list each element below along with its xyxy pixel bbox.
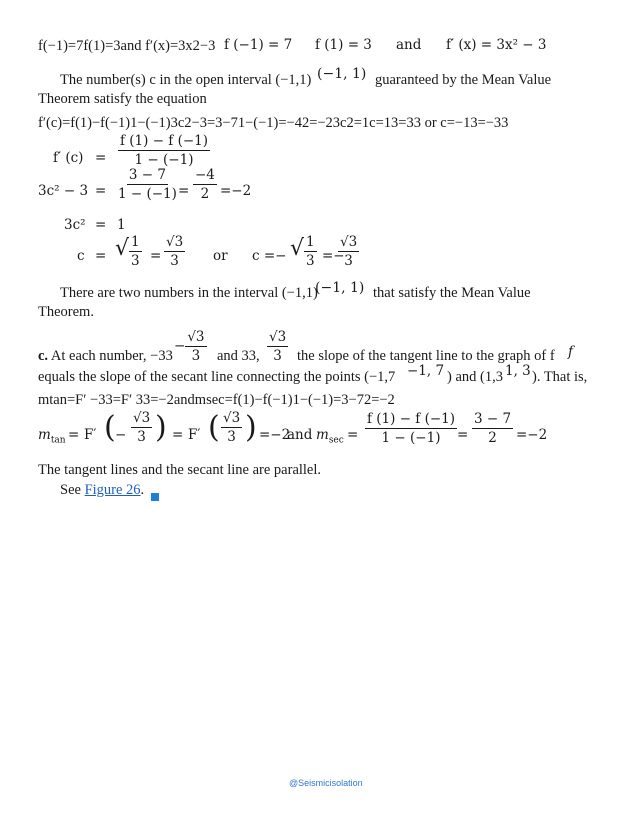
eq1-lhs: f′ (c) xyxy=(53,150,84,166)
line-1-math-c: f′ (x) = 3x² − 3 xyxy=(446,37,547,53)
eq3-rhs: 1 xyxy=(117,217,126,233)
eq4-equals: = xyxy=(95,248,107,264)
msec-symbol: $m_{sec}$ xyxy=(316,427,344,446)
line-1-math-a: f (−1) = 7 xyxy=(224,37,293,53)
eq4-sqrt-fraction: √ $\frac{1}{3}$ xyxy=(115,234,140,269)
fprime-2-arg: $\frac{√3}{3}$ xyxy=(223,410,241,445)
mtan-symbol: $m_{tan}$ xyxy=(38,427,66,446)
part-c-slope-text: the slope of the tangent line to the graph of f xyxy=(297,348,555,364)
line-1-and: and xyxy=(396,37,422,53)
two-numbers-line-1: There are two numbers in the interval (−1,1) xyxy=(60,285,318,301)
msec-equals-2: = xyxy=(457,427,469,443)
plain-equation-line: f′(c)=f(1)−f(−1)1−(−1)3c2−3=3−71−(−1)=−42=−23c2=1c=13=33 or c=−13=−33 xyxy=(38,115,509,131)
end-of-solution-marker xyxy=(151,488,159,506)
eq4-or: or xyxy=(213,248,228,264)
two-numbers-tail: that satisfy the Mean Value xyxy=(373,285,531,301)
eq4-neg-fraction-root3: $\frac{√3}{3}$ xyxy=(340,234,358,269)
part-c-line-2: equals the slope of the secant line connecting the points (−1,7 xyxy=(38,369,396,385)
mvt-paragraph-line-1: The number(s) c in the open interval (−1,1) xyxy=(60,72,312,88)
mtan-equals: = xyxy=(68,427,80,443)
two-numbers-line-2: Theorem. xyxy=(38,304,94,320)
eq3-equals: = xyxy=(95,217,107,233)
line-1-plain: f(−1)=7f(1)=3and f′(x)=3x2−3 xyxy=(38,38,216,54)
part-c-root3-frac: $\frac{√3}{3}$ xyxy=(269,329,287,364)
result-2: =−2 xyxy=(516,427,548,443)
figure-26-link[interactable]: Figure 26 xyxy=(84,482,141,498)
eq2-equals-b: = xyxy=(178,183,190,199)
and-word: and xyxy=(287,427,313,443)
neg-sign: − xyxy=(115,427,127,443)
eq2-fraction-a: $\frac{3 - 7}{1 - (-1)}$ xyxy=(118,167,177,202)
paren-open-2: ( xyxy=(208,410,220,445)
result-1: =−2 xyxy=(259,427,291,443)
eq2-result: =−2 xyxy=(220,183,252,199)
two-numbers-interval-math: (−1, 1) xyxy=(315,280,365,296)
parallel-statement: The tangent lines and the secant line are parallel. xyxy=(38,462,322,478)
eq4-lhs: c xyxy=(77,248,85,264)
mvt-paragraph-tail: guaranteed by the Mean Value xyxy=(375,72,552,88)
eq1-fraction: $\frac{f (1) - f (-1)}{1 - (-1)}$ xyxy=(120,133,209,168)
paren-close-2: ) xyxy=(245,410,257,445)
see-figure-line: See Figure 26. xyxy=(60,482,145,498)
eq2-equals: = xyxy=(95,183,107,199)
eq4-neg-sqrt-fraction: √ $\frac{1}{3}$ xyxy=(290,234,315,269)
msec-equals: = xyxy=(347,427,359,443)
part-c-neg-root3-frac: − $\frac{√3}{3}$ xyxy=(174,329,205,364)
part-c-f-math: f xyxy=(568,344,573,360)
fprime-1-arg: $\frac{√3}{3}$ xyxy=(133,410,151,445)
part-c-point1-math: −1, 7 xyxy=(407,363,445,379)
eq4-eq-neg: =− xyxy=(322,248,345,264)
part-c-label: c. xyxy=(38,348,49,364)
eq4-c-neg: c =− xyxy=(252,248,287,264)
line-1-math-b: f (1) = 3 xyxy=(315,37,372,53)
paren-open-1: ( xyxy=(104,410,116,445)
part-c-that-is: ). That is, xyxy=(532,369,588,385)
fprime-1: F′ xyxy=(84,427,97,443)
eq2-lhs: 3c² − 3 xyxy=(38,183,89,199)
eq4-equals-b: = xyxy=(150,248,162,264)
part-c-point2-math: 1, 3 xyxy=(505,363,531,379)
line-1-text xyxy=(38,38,215,55)
watermark: @Seismicisolation xyxy=(289,778,363,788)
fprime-2: F′ xyxy=(188,427,201,443)
part-c-and-point2: ) and (1,3 xyxy=(447,369,503,385)
eq4-fraction-root3: $\frac{√3}{3}$ xyxy=(166,234,184,269)
equals-2: = xyxy=(172,427,184,443)
paren-close-1: ) xyxy=(155,410,167,445)
eq3-lhs: 3c² xyxy=(64,217,86,233)
interval-math: (−1, 1) xyxy=(317,66,367,82)
msec-fraction: $\frac{f (1) - f (-1)}{1 - (-1)}$ xyxy=(367,411,456,446)
eq1-equals: = xyxy=(95,150,107,166)
eq2-fraction-b: $\frac{-4}{2}$ xyxy=(195,167,215,202)
plain-slope-line: mtan=F′ −33=F′ 33=−2andmsec=f(1)−f(−1)1−(−1)=3−72=−2 xyxy=(38,392,395,408)
part-c-and: and 33, xyxy=(217,348,260,364)
part-c-line-1: c. At each number, −33 xyxy=(38,348,173,364)
mvt-paragraph-line-2: Theorem satisfy the equation xyxy=(38,91,207,107)
msec-fraction-2: $\frac{3 - 7}{2}$ xyxy=(474,411,512,446)
